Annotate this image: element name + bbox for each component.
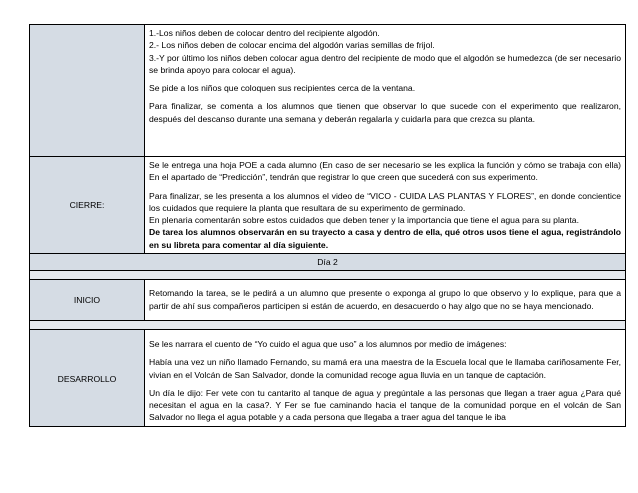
cierre-plenaria-text: En plenaria comentarán sobre estos cuidados que deben tener y la importancia que tiene el agua para su planta. [149,215,579,226]
desarrollo-content-cell [145,329,626,426]
spacer-cell-2 [30,320,626,329]
cierre-content-cell [145,157,626,254]
cierre-label: CIERRE: [30,157,145,254]
lesson-plan-table [29,24,626,427]
day-title: Día 2 [30,254,626,271]
desarrollo-label: DESARROLLO [30,329,145,426]
cierre-row [30,157,626,254]
desarrollo-story-p1: Había una vez un niño llamado Fernando, su mamá era una maestra de la Escuela local que le llamaba cariñosamente Fer, vivian en el Volcán de San Salvador, donde la comunidad recoge agua lluvia en un tanque de captación. [149,357,621,380]
inicio-content-cell [145,280,626,321]
top-label-cell [30,25,145,157]
spacer-row-2 [30,320,626,329]
inicio-text: Retomando la tarea, se le pedirá a un alumno que presente o exponga al grupo lo que observo y lo explique, para que a partir de ahí sus compañeros participen si están de acuerdo, en desacuerdo o hay algo que no se haya mencionado. [149,288,621,311]
spacer-row [30,271,626,280]
desarrollo-story-p2: Un día le dijo: Fer vete con tu cantarito al tanque de agua y pregúntale a las personas que llegan a traer agua ¿Para qué necesitan el agua en la casa?. Y Fer se fue caminando hacia el tanque de la comunidad porque en el volcán de San Salvador no llega el agua potable y a cada persona que llegaba a traer agua del tanque le iba [149,387,621,423]
day-header-row [30,254,626,271]
spacer-cell [30,271,626,280]
cierre-poe-text: Se le entrega una hoja POE a cada alumno (En caso de ser necesario se les explica la función y cómo se trabaja con ella) En el apartado de “Predicción”, tendrán que registrar lo que creen que sucederá con sus experimento. [149,160,621,183]
desarrollo-row [30,329,626,426]
top-row [30,25,626,157]
inicio-row [30,280,626,321]
desarrollo-intro-text: Se les narrara el cuento de “Yo cuido el agua que uso” a los alumnos por medio de imágenes: [149,338,507,349]
step-3-text: 3.-Y por último los niños deben colocar agua dentro del recipiente de modo que el algodón se humedezca (de ser necesario se brinda apoyo para colocar el agua). [149,52,621,75]
lesson-plan-frame [29,24,627,427]
top-content-cell [145,25,626,157]
window-instruction-text: Se pide a los niños que coloquen sus recipientes cerca de la ventana. [149,83,416,94]
inicio-label: INICIO [30,280,145,321]
step-1-text: 1.-Los niños deben de colocar dentro del recipiente algodón. [149,28,380,38]
cierre-video-text: Para finalizar, se les presenta a los alumnos el video de “VICO - CUIDA LAS PLANTAS Y FLORES”, en donde concientice los cuidados que requiere la planta que resultara de su experimento de germinado. [149,190,621,213]
observation-instruction-text: Para finalizar, se comenta a los alumnos que tienen que observar lo que sucede con el experimento que realizaron, después del descanso durante una semana y deberán regalarla y cuidarla para que crezca su planta. [149,101,621,124]
step-2-text: 2.- Los niños deben de colocar encima del algodón varias semillas de frijol. [149,40,435,51]
cierre-homework-text: De tarea los alumnos observarán en su trayecto a casa y dentro de ella, qué otros usos tiene el agua, registrándolo en su libreta para comentar al día siguiente. [149,227,621,250]
